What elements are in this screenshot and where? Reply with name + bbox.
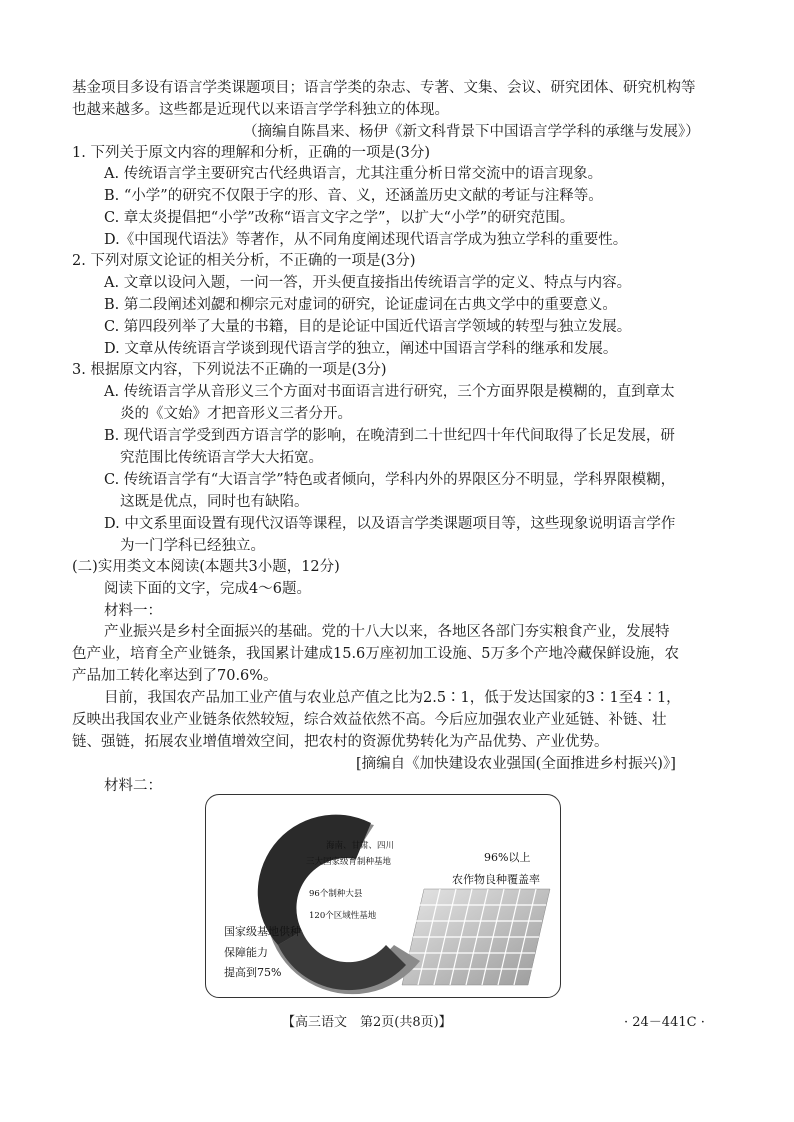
option-c: C. 传统语言学有“大语言学”特色或者倾向，学科内外的界限区分不明显，学科界限模糊， xyxy=(104,472,676,488)
inner-text: 三大国家级育制种基地 xyxy=(306,857,392,867)
question-stem: 2. 下列对原文论证的相关分析，不正确的一项是(3分) xyxy=(72,253,416,269)
inner-text: 96个制种大县 xyxy=(309,889,363,899)
option-a: A. 传统语言学从音形义三个方面对书面语言进行研究，三个方面界限是模糊的，直到章太 xyxy=(104,384,675,400)
material-line: 目前，我国农产品加工业产值与农业总产值之比为2.5∶1，低于发达国家的3∶1至4∶1， xyxy=(104,690,681,706)
infographic xyxy=(205,794,561,998)
material-line: 产品加工转化率达到了70.6%。 xyxy=(72,668,278,684)
material-label: 材料二： xyxy=(104,778,162,794)
option-c-cont: 这既是优点，同时也有缺陷。 xyxy=(120,494,309,510)
option-b: B. “小学”的研究不仅限于字的形、音、义，还涵盖历史文献的考证与注释等。 xyxy=(104,188,603,204)
option-b-cont: 究范围比传统语言学大大拓宽。 xyxy=(120,450,323,466)
passage-line: 基金项目多设有语言学类课题项目；语言学类的杂志、专著、文集、会议、研究团体、研究机构等 xyxy=(72,80,696,96)
tile-grid xyxy=(402,889,550,985)
inner-text: 海南、甘肃、四川 xyxy=(326,841,395,851)
coverage-label: 农作物良种覆盖率 xyxy=(452,873,540,886)
option-a: A. 文章以设问入题，一问一答，开头便直接指出传统语言学的定义、特点与内容。 xyxy=(104,275,632,291)
coverage-value: 96%以上 xyxy=(484,851,531,864)
inner-text: 120个区域性基地 xyxy=(309,911,377,921)
option-a: A. 传统语言学主要研究古代经典语言，尤其注重分析日常交流中的语言现象。 xyxy=(104,166,603,182)
passage-line: 也越来越多。这些都是近现代以来语言学学科独立的体现。 xyxy=(72,102,449,118)
option-d-cont: 为一门学科已经独立。 xyxy=(120,538,265,554)
left-text: 保障能力 xyxy=(224,946,268,959)
option-a-cont: 炎的《文始》才把音形义三者分开。 xyxy=(120,406,352,422)
left-text: 国家级基地供种 xyxy=(224,925,301,938)
section-heading: (二)实用类文本阅读(本题共3小题，12分) xyxy=(72,559,340,575)
question-stem: 3. 根据原文内容，下列说法不正确的一项是(3分) xyxy=(72,362,387,378)
passage-source: （摘编自陈昌来、杨伊《新文科背景下中国语言学学科的承继与发展》） xyxy=(243,124,700,140)
page-footer: 【高三语文 第2页(共8页)】 xyxy=(282,1015,452,1030)
left-text: 提高到75% xyxy=(224,966,282,979)
section-instruction: 阅读下面的文字，完成4～6题。 xyxy=(104,581,311,597)
option-c: C. 章太炎提倡把“小学”改称“语言文字之学”，以扩大“小学”的研究范围。 xyxy=(104,210,575,226)
material-line: 色产业，培育全产业链条，我国累计建成15.6万座初加工设施、5万多个产地冷藏保鲜设施，农 xyxy=(72,646,680,662)
material-line: 链、强链，拓展农业增值增效空间，把农村的资源优势转化为产品优势、产业优势。 xyxy=(72,734,609,750)
option-d: D.《中国现代语法》等著作，从不同角度阐述现代语言学成为独立学科的重要性。 xyxy=(104,232,628,248)
material-source: [摘编自《加快建设农业强国(全面推进乡村振兴)》] xyxy=(356,756,676,772)
material-line: 产业振兴是乡村全面振兴的基础。党的十八大以来，各地区各部门夯实粮食产业，发展特 xyxy=(104,624,670,640)
material-label: 材料一： xyxy=(104,603,162,619)
material-line: 反映出我国农业产业链条依然较短，综合效益依然不高。今后应加强农业产业延链、补链、壮 xyxy=(72,712,667,728)
option-b: B. 第二段阐述刘勰和柳宗元对虚词的研究，论证虚词在古典文学中的重要意义。 xyxy=(104,297,617,313)
page-code: · 24－441C · xyxy=(624,1015,705,1030)
option-b: B. 现代语言学受到西方语言学的影响，在晚清到二十世纪四十年代间取得了长足发展，研 xyxy=(104,428,675,444)
option-d: D. 中文系里面设置有现代汉语等课程，以及语言学类课题项目等，这些现象说明语言学作 xyxy=(104,516,676,532)
option-c: C. 第四段列举了大量的书籍，目的是论证中国近代语言学领域的转型与独立发展。 xyxy=(104,319,632,335)
option-d: D. 文章从传统语言学谈到现代语言学的独立，阐述中国语言学科的继承和发展。 xyxy=(104,341,618,357)
question-stem: 1. 下列关于原文内容的理解和分析，正确的一项是(3分) xyxy=(72,145,430,161)
